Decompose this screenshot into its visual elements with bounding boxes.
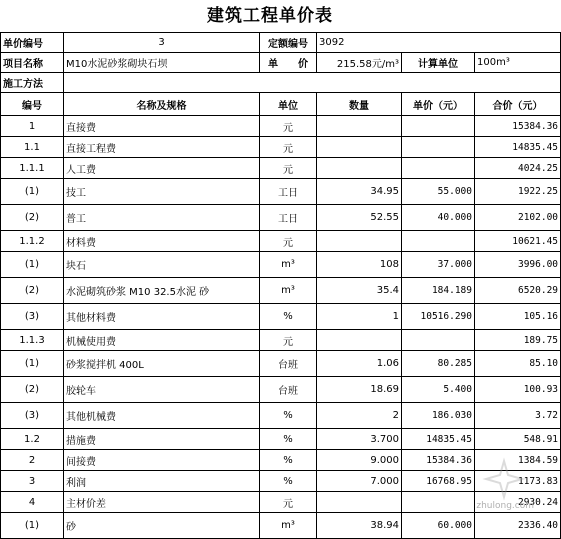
row-unit[interactable]: 元 bbox=[260, 231, 317, 252]
table-header bbox=[1, 93, 561, 116]
row-name[interactable]: 措施费 bbox=[64, 429, 260, 450]
row-price[interactable]: 14835.45 bbox=[402, 429, 475, 450]
row-qty[interactable]: 1 bbox=[317, 304, 402, 330]
watermark-text: zhulong.com bbox=[476, 501, 534, 511]
method-label: 施工方法 bbox=[1, 73, 64, 93]
row-total[interactable]: 3.72 bbox=[475, 403, 561, 429]
table-row bbox=[1, 403, 561, 429]
quota-no-label: 定额编号 bbox=[260, 33, 317, 53]
quota-no-value[interactable]: 3092 bbox=[317, 33, 561, 53]
row-unit[interactable]: 元 bbox=[260, 158, 317, 179]
row-name[interactable]: 间接费 bbox=[64, 450, 260, 471]
price-label: 单 价 bbox=[260, 53, 317, 73]
row-qty[interactable]: 1.06 bbox=[317, 351, 402, 377]
row-qty[interactable]: 3.700 bbox=[317, 429, 402, 450]
row-no[interactable]: 1.1.2 bbox=[1, 231, 64, 252]
table-row bbox=[1, 205, 561, 231]
table-row bbox=[1, 471, 561, 492]
row-no[interactable]: (2) bbox=[1, 205, 64, 231]
row-no[interactable]: (3) bbox=[1, 304, 64, 330]
row-name[interactable]: 其他机械费 bbox=[64, 403, 260, 429]
row-price[interactable]: 184.189 bbox=[402, 278, 475, 304]
row-name[interactable]: 普工 bbox=[64, 205, 260, 231]
row-qty[interactable]: 38.94 bbox=[317, 513, 402, 539]
row-price[interactable]: 16768.95 bbox=[402, 471, 475, 492]
project-label: 项目名称 bbox=[1, 53, 64, 73]
row-price[interactable]: 186.030 bbox=[402, 403, 475, 429]
row-total[interactable]: 1922.25 bbox=[475, 179, 561, 205]
row-name[interactable]: 材料费 bbox=[64, 231, 260, 252]
row-qty[interactable]: 108 bbox=[317, 252, 402, 278]
row-unit[interactable]: m³ bbox=[260, 513, 317, 539]
row-total[interactable]: 4024.25 bbox=[475, 158, 561, 179]
table-row bbox=[1, 252, 561, 278]
row-qty[interactable]: 2 bbox=[317, 403, 402, 429]
row-price[interactable]: 10516.290 bbox=[402, 304, 475, 330]
unit-no-label: 单价编号 bbox=[1, 33, 64, 53]
row-unit[interactable]: 元 bbox=[260, 492, 317, 513]
row-name[interactable]: 技工 bbox=[64, 179, 260, 205]
row-no[interactable]: 3 bbox=[1, 471, 64, 492]
table-row bbox=[1, 179, 561, 205]
row-total[interactable]: 15384.36 bbox=[475, 116, 561, 137]
row-qty[interactable] bbox=[317, 116, 402, 137]
row-no[interactable]: 1.1.1 bbox=[1, 158, 64, 179]
row-name[interactable]: 块石 bbox=[64, 252, 260, 278]
table-row bbox=[1, 137, 561, 158]
row-qty[interactable] bbox=[317, 330, 402, 351]
col-header-total: 合价（元） bbox=[475, 93, 561, 116]
col-header-qty: 数量 bbox=[317, 93, 402, 116]
row-price[interactable]: 60.000 bbox=[402, 513, 475, 539]
project-value[interactable]: M10水泥砂浆砌块石坝 bbox=[64, 53, 260, 73]
row-unit[interactable]: 台班 bbox=[260, 377, 317, 403]
meta-row-project bbox=[1, 53, 561, 73]
row-total[interactable]: 2102.00 bbox=[475, 205, 561, 231]
row-total[interactable]: 2930.24 bbox=[475, 492, 561, 513]
row-no[interactable]: 1.1.3 bbox=[1, 330, 64, 351]
calc-unit-label: 计算单位 bbox=[402, 53, 475, 73]
row-name[interactable]: 直接工程费 bbox=[64, 137, 260, 158]
row-unit[interactable]: % bbox=[260, 429, 317, 450]
row-name[interactable]: 机械使用费 bbox=[64, 330, 260, 351]
row-price[interactable]: 15384.36 bbox=[402, 450, 475, 471]
row-no[interactable]: 2 bbox=[1, 450, 64, 471]
unit-no-value[interactable]: 3 bbox=[64, 33, 260, 53]
row-unit[interactable]: % bbox=[260, 471, 317, 492]
row-name[interactable]: 利润 bbox=[64, 471, 260, 492]
row-no[interactable]: 4 bbox=[1, 492, 64, 513]
table-row bbox=[1, 304, 561, 330]
row-qty[interactable]: 9.000 bbox=[317, 450, 402, 471]
row-no[interactable]: (2) bbox=[1, 377, 64, 403]
row-qty[interactable]: 7.000 bbox=[317, 471, 402, 492]
row-name[interactable]: 其他材料费 bbox=[64, 304, 260, 330]
row-total[interactable]: 6520.29 bbox=[475, 278, 561, 304]
row-qty[interactable]: 18.69 bbox=[317, 377, 402, 403]
row-no[interactable]: 1.2 bbox=[1, 429, 64, 450]
col-header-price: 单价（元） bbox=[402, 93, 475, 116]
table-row bbox=[1, 450, 561, 471]
row-unit[interactable]: % bbox=[260, 450, 317, 471]
row-qty[interactable] bbox=[317, 137, 402, 158]
table-row bbox=[1, 330, 561, 351]
page-title: 建筑工程单价表 bbox=[207, 6, 333, 26]
col-header-name: 名称及规格 bbox=[64, 93, 260, 116]
row-unit[interactable]: 工日 bbox=[260, 179, 317, 205]
row-total[interactable]: 3996.00 bbox=[475, 252, 561, 278]
row-unit[interactable]: 元 bbox=[260, 330, 317, 351]
row-qty[interactable] bbox=[317, 492, 402, 513]
row-total[interactable]: 189.75 bbox=[475, 330, 561, 351]
row-total[interactable]: 105.16 bbox=[475, 304, 561, 330]
row-name[interactable]: 胶轮车 bbox=[64, 377, 260, 403]
row-price[interactable] bbox=[402, 137, 475, 158]
row-no[interactable]: 1 bbox=[1, 116, 64, 137]
row-price[interactable]: 55.000 bbox=[402, 179, 475, 205]
row-unit[interactable]: % bbox=[260, 304, 317, 330]
meta-row-unit-no bbox=[1, 33, 561, 53]
table-row bbox=[1, 231, 561, 252]
row-no[interactable]: (1) bbox=[1, 351, 64, 377]
row-price[interactable]: 80.285 bbox=[402, 351, 475, 377]
unit-price-table bbox=[0, 32, 561, 539]
row-no[interactable]: (1) bbox=[1, 179, 64, 205]
table-row bbox=[1, 429, 561, 450]
row-unit[interactable]: 元 bbox=[260, 137, 317, 158]
row-unit[interactable]: % bbox=[260, 403, 317, 429]
row-price[interactable] bbox=[402, 330, 475, 351]
meta-row-method bbox=[1, 73, 561, 93]
row-no[interactable]: 1.1 bbox=[1, 137, 64, 158]
row-qty[interactable]: 34.95 bbox=[317, 179, 402, 205]
row-price[interactable] bbox=[402, 158, 475, 179]
table-row bbox=[1, 351, 561, 377]
row-qty[interactable]: 35.4 bbox=[317, 278, 402, 304]
row-name[interactable]: 砂浆搅拌机 400L bbox=[64, 351, 260, 377]
method-value[interactable] bbox=[64, 73, 561, 93]
watermark-logo-icon bbox=[482, 457, 526, 501]
row-no[interactable]: (2) bbox=[1, 278, 64, 304]
row-total[interactable]: 100.93 bbox=[475, 377, 561, 403]
row-qty[interactable] bbox=[317, 158, 402, 179]
row-qty[interactable] bbox=[317, 231, 402, 252]
col-header-no: 编号 bbox=[1, 93, 64, 116]
row-no[interactable]: (3) bbox=[1, 403, 64, 429]
row-price[interactable] bbox=[402, 231, 475, 252]
col-header-unit: 单位 bbox=[260, 93, 317, 116]
row-name[interactable]: 主材价差 bbox=[64, 492, 260, 513]
row-total[interactable]: 548.91 bbox=[475, 429, 561, 450]
row-qty[interactable]: 52.55 bbox=[317, 205, 402, 231]
row-total[interactable]: 85.10 bbox=[475, 351, 561, 377]
row-unit[interactable]: 工日 bbox=[260, 205, 317, 231]
row-unit[interactable]: 元 bbox=[260, 116, 317, 137]
row-price[interactable]: 5.400 bbox=[402, 377, 475, 403]
row-total[interactable]: 1173.83 bbox=[475, 471, 561, 492]
row-price[interactable]: 37.000 bbox=[402, 252, 475, 278]
price-value[interactable]: 215.58元/m³ bbox=[317, 53, 402, 73]
row-name[interactable]: 砂 bbox=[64, 513, 260, 539]
row-price[interactable] bbox=[402, 492, 475, 513]
row-total[interactable]: 2336.40 bbox=[475, 513, 561, 539]
row-unit[interactable]: 台班 bbox=[260, 351, 317, 377]
calc-unit-value[interactable]: 100m³ bbox=[475, 53, 561, 73]
row-name[interactable]: 水泥砌筑砂浆 M10 32.5水泥 砂 bbox=[64, 278, 260, 304]
table-row bbox=[1, 278, 561, 304]
row-total[interactable]: 10621.45 bbox=[475, 231, 561, 252]
row-total[interactable]: 14835.45 bbox=[475, 137, 561, 158]
row-name[interactable]: 人工费 bbox=[64, 158, 260, 179]
row-no[interactable]: (1) bbox=[1, 252, 64, 278]
row-price[interactable]: 40.000 bbox=[402, 205, 475, 231]
table-row bbox=[1, 513, 561, 539]
table-row bbox=[1, 377, 561, 403]
row-unit[interactable]: m³ bbox=[260, 278, 317, 304]
row-name[interactable]: 直接费 bbox=[64, 116, 260, 137]
row-no[interactable]: (1) bbox=[1, 513, 64, 539]
row-unit[interactable]: m³ bbox=[260, 252, 317, 278]
row-total[interactable]: 1384.59 bbox=[475, 450, 561, 471]
table-row bbox=[1, 116, 561, 137]
table-row bbox=[1, 158, 561, 179]
row-price[interactable] bbox=[402, 116, 475, 137]
